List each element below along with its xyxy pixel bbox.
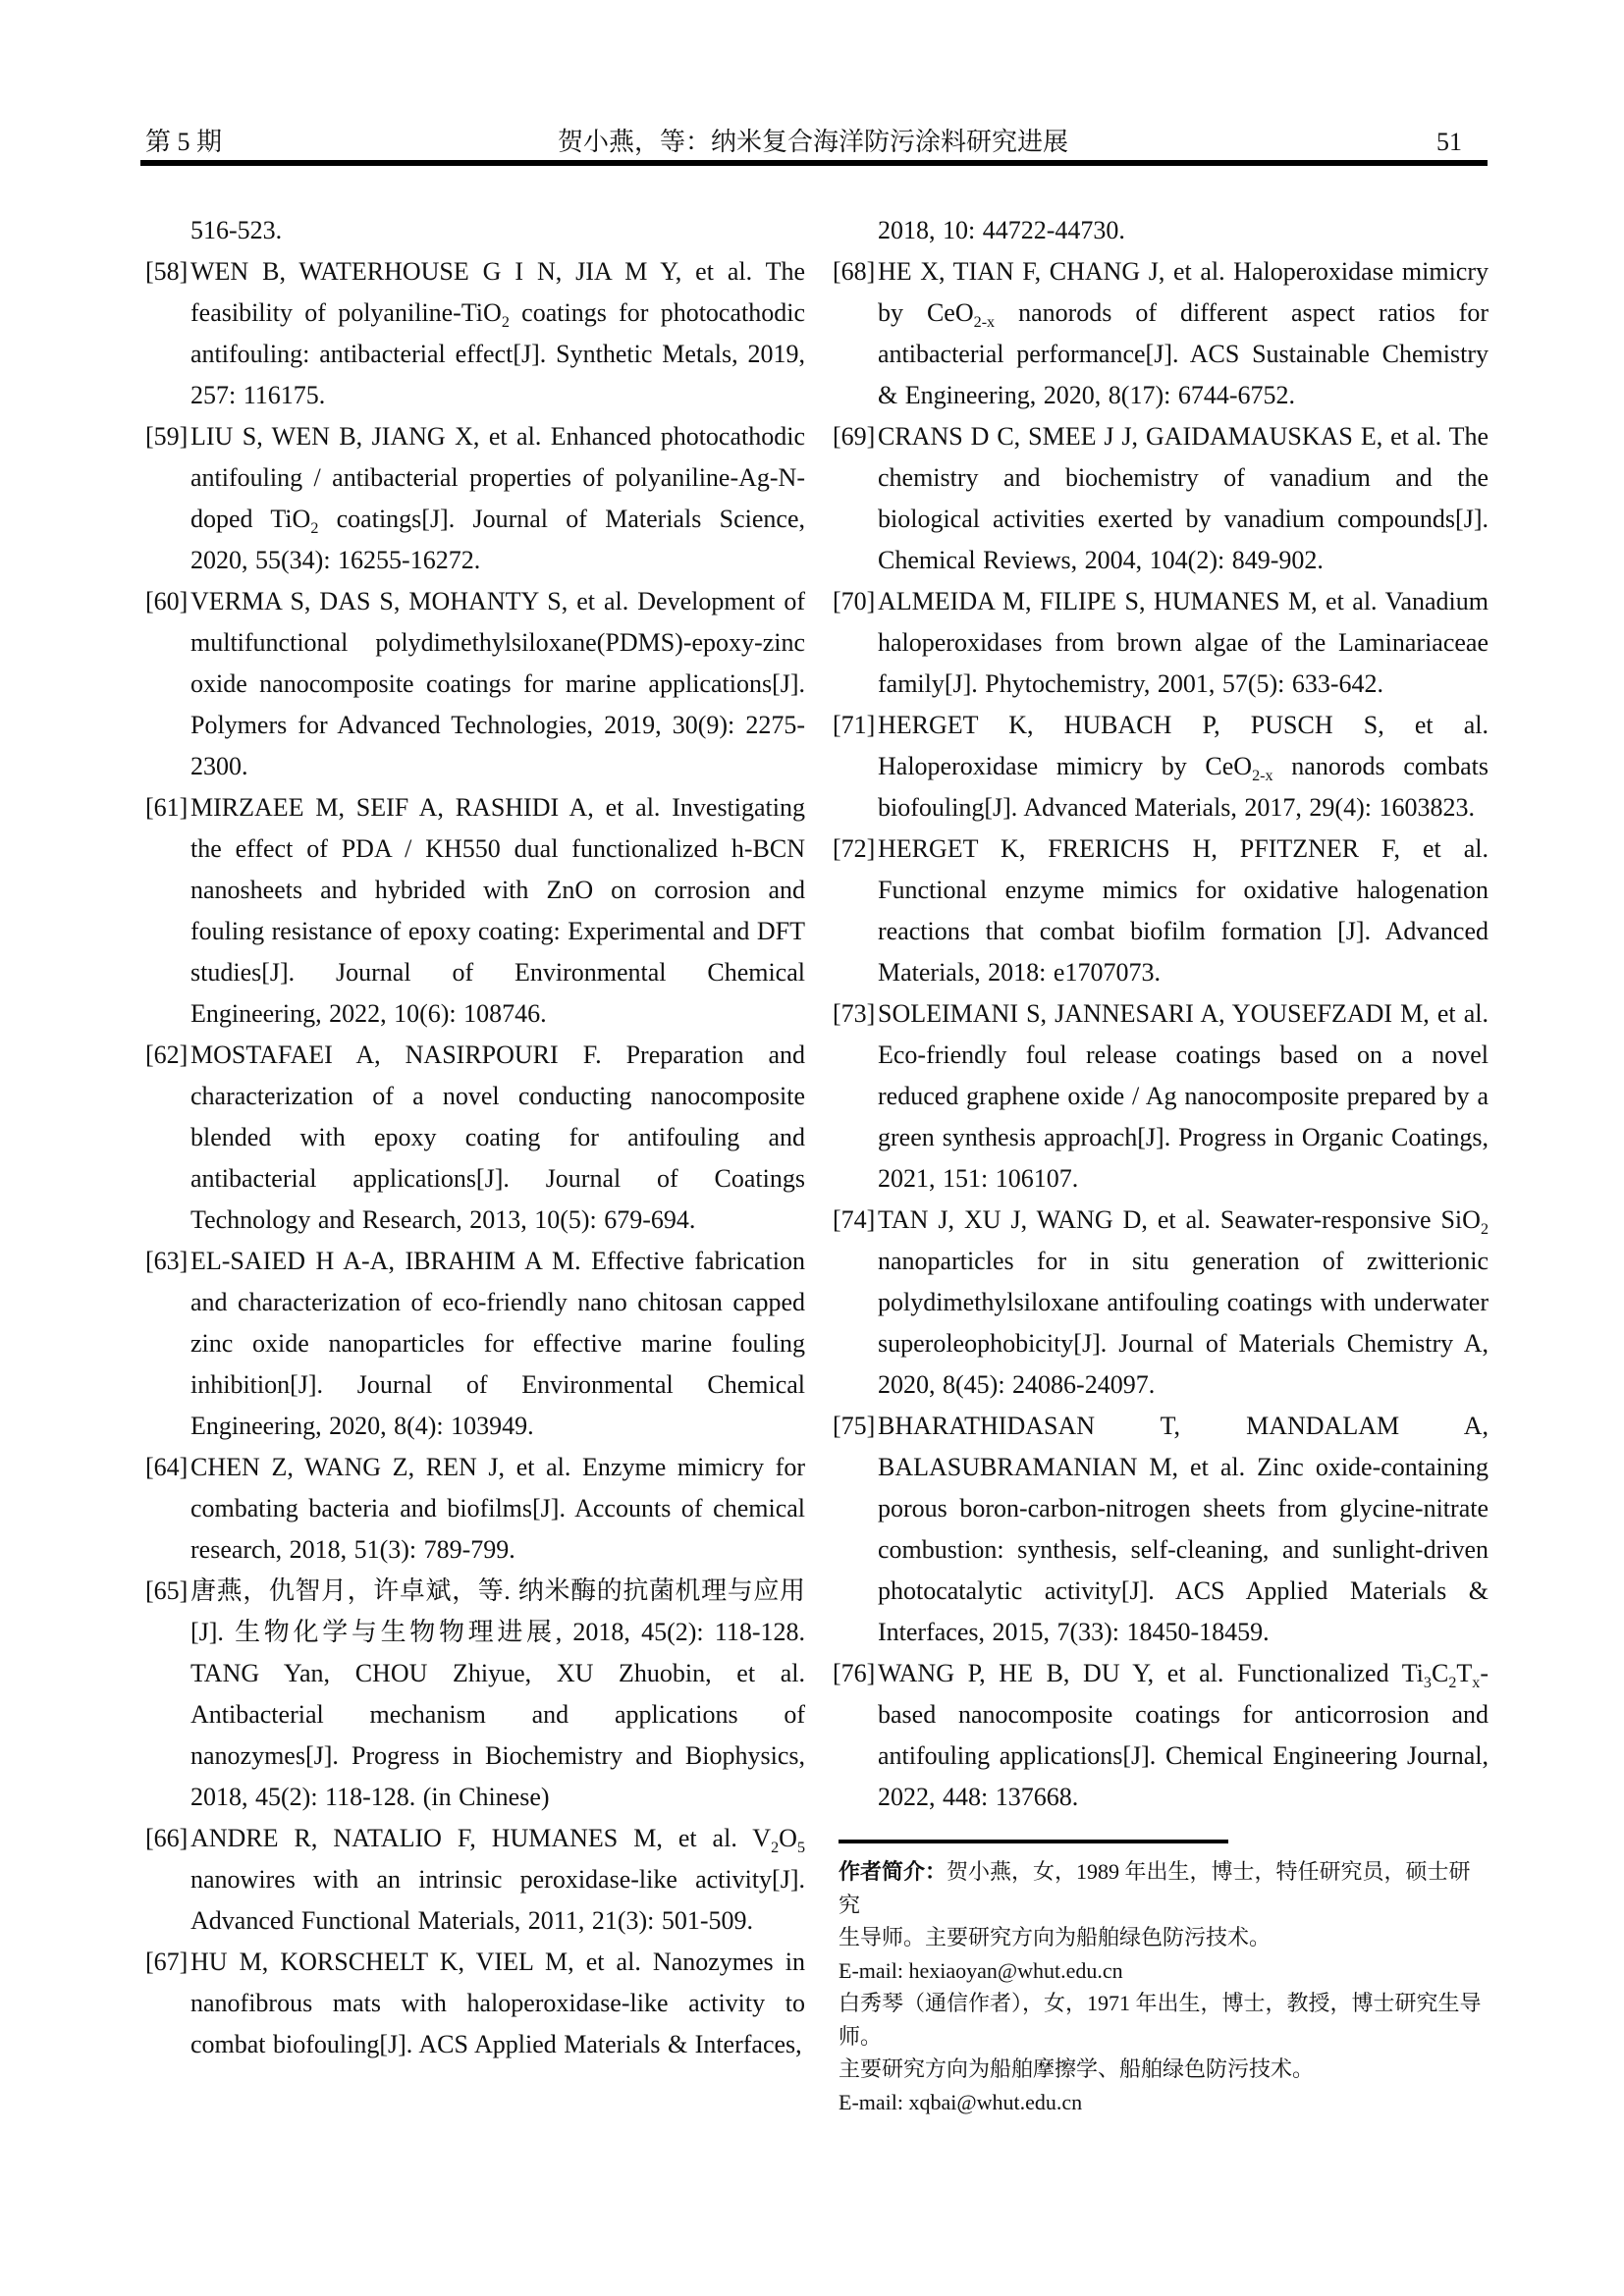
- reference-item: [833, 993, 1489, 1200]
- reference-item: [833, 1653, 1489, 1818]
- reference-text: CHEN Z, WANG Z, REN J, et al. Enzyme mimicry for combating bacteria and biofilms[J]. Accounts of chemical research, 2018, 51(3): 789-799.: [190, 1453, 805, 1564]
- reference-number: [67]: [145, 1948, 189, 1976]
- author-bio-line: [839, 1855, 1489, 1921]
- reference-text: HE X, TIAN F, CHANG J, et al. Haloperoxidase mimicry by CeO$_{2-x}$ nanorods of different aspect ratios for antibacterial performance[J]. ACS Sustainable Chemistry & Engineering, 2020, 8(17): 6744-6752.: [878, 257, 1489, 409]
- reference-text: 516-523.: [190, 216, 283, 244]
- reference-text: 2018, 10: 44722-44730.: [878, 216, 1125, 244]
- reference-number: [64]: [145, 1453, 189, 1481]
- reference-text: LIU S, WEN B, JIANG X, et al. Enhanced photocathodic antifouling / antibacterial properties of polyaniline-Ag-N-doped TiO$_2$ coatings[J]. Journal of Materials Science, 2020, 55(34): 16255-16272.: [190, 422, 805, 574]
- references-column-left: [145, 210, 805, 2065]
- references-column-right: [833, 210, 1489, 2118]
- reference-number: [62]: [145, 1041, 189, 1069]
- reference-text: MIRZAEE M, SEIF A, RASHIDI A, et al. Investigating the effect of PDA / KH550 dual functionalized h-BCN nanosheets and hybrided with ZnO on corrosion and fouling resistance of epoxy coating: Experimental and DFT studies[J]. Journal of Environmental Chemical Engineering, 2022, 10(6): 108746.: [190, 793, 805, 1028]
- reference-number: [71]: [833, 711, 876, 739]
- reference-text: HERGET K, HUBACH P, PUSCH S, et al. Haloperoxidase mimicry by CeO$_{2-x}$ nanorods combats biofouling[J]. Advanced Materials, 2017, 29(4): 1603823.: [878, 711, 1489, 822]
- reference-item: [145, 1241, 805, 1447]
- reference-text: VERMA S, DAS S, MOHANTY S, et al. Development of multifunctional polydimethylsiloxane(PDMS)-epoxy-zinc oxide nanocomposite coatings for marine applications[J]. Polymers for Advanced Technologies, 2019, 30(9): 2275-2300.: [190, 587, 805, 780]
- reference-item: [833, 1406, 1489, 1653]
- reference-item: [145, 1035, 805, 1241]
- reference-number: [75]: [833, 1412, 876, 1440]
- reference-number: [72]: [833, 834, 876, 863]
- reference-text: CRANS D C, SMEE J J, GAIDAMAUSKAS E, et al. The chemistry and biochemistry of vanadium and the biological activities exerted by vanadium compounds[J]. Chemical Reviews, 2004, 104(2): 849-902.: [878, 422, 1489, 574]
- reference-number: [59]: [145, 422, 189, 451]
- header-rule: [140, 160, 1488, 166]
- author-bio-label: 作者简介：: [839, 1859, 947, 1884]
- reference-text: HU M, KORSCHELT K, VIEL M, et al. Nanozymes in nanofibrous mats with haloperoxidase-like activity to combat biofouling[J]. ACS Applied Materials & Interfaces,: [190, 1948, 805, 2058]
- reference-item: [145, 210, 805, 251]
- author-bio-email: E-mail: xqbai@whut.edu.cn: [839, 2089, 1083, 2114]
- reference-text: MOSTAFAEI A, NASIRPOURI F. Preparation and characterization of a novel conducting nanocomposite blended with epoxy coating for antifouling and antibacterial applications[J]. Journal of Coatings Technology and Research, 2013, 10(5): 679-694.: [190, 1041, 805, 1234]
- reference-number: [73]: [833, 999, 876, 1028]
- author-bio-line: 主要研究方向为船舶摩擦学、船舶绿色防污技术。: [839, 2056, 1315, 2081]
- reference-number: [66]: [145, 1824, 189, 1852]
- page-header: [140, 126, 1486, 159]
- reference-item: [833, 210, 1489, 251]
- reference-item: [145, 1447, 805, 1571]
- reference-number: [69]: [833, 422, 876, 451]
- reference-number: [68]: [833, 257, 876, 286]
- reference-number: [60]: [145, 587, 189, 615]
- author-bio-email: E-mail: hexiaoyan@whut.edu.cn: [839, 1957, 1123, 1983]
- reference-number: [63]: [145, 1247, 189, 1275]
- reference-item: [833, 581, 1489, 705]
- reference-number: [61]: [145, 793, 189, 822]
- header-page-number: 51: [1436, 128, 1462, 156]
- reference-text: 唐燕，仇智月，许卓斌，等. 纳米酶的抗菌机理与应用[J]. 生物化学与生物物理进展, 2018, 45(2): 118-128. TANG Yan, CHOU Zhiyue, XU Zhuobin, et al. Antibacterial mechanism and applications of nanozymes[J]. Progress in Biochemistry and Biophysics, 2018, 45(2): 118-128. (in Chinese): [190, 1576, 805, 1811]
- reference-text: TAN J, XU J, WANG D, et al. Seawater-responsive SiO$_2$ nanoparticles for in situ generation of zwitterionic polydimethylsiloxane antifouling coatings with underwater superoleophobicity[J]. Journal of Materials Chemistry A, 2020, 8(45): 24086-24097.: [878, 1205, 1489, 1399]
- reference-number: [65]: [145, 1576, 189, 1605]
- reference-number: [74]: [833, 1205, 876, 1234]
- reference-item: [145, 1818, 805, 1942]
- reference-text: ANDRE R, NATALIO F, HUMANES M, et al. $V_2O_5$ nanowires with an intrinsic peroxidase-like activity[J]. Advanced Functional Materials, 2011, 21(3): 501-509.: [190, 1824, 805, 1935]
- reference-item: [833, 1200, 1489, 1406]
- author-bio-text: 贺小燕，女，1989 年出生，博士，特任研究员，硕士研究: [839, 1859, 1471, 1917]
- author-bio: [839, 1840, 1489, 2118]
- reference-item: [145, 251, 805, 416]
- reference-number: [833, 210, 878, 251]
- reference-text: BHARATHIDASAN T, MANDALAM A, BALASUBRAMANIAN M, et al. Zinc oxide-containing porous boron-carbon-nitrogen sheets from glycine-nitrate combustion: synthesis, self-cleaning, and sunlight-driven photocatalytic activity[J]. ACS Applied Materials & Interfaces, 2015, 7(33): 18450-18459.: [878, 1412, 1489, 1646]
- reference-item: [833, 828, 1489, 993]
- reference-item: [145, 1571, 805, 1818]
- reference-text: SOLEIMANI S, JANNESARI A, YOUSEFZADI M, et al. Eco-friendly foul release coatings based on a novel reduced graphene oxide / Ag nanocomposite prepared by a green synthesis approach[J]. Progress in Organic Coatings, 2021, 151: 106107.: [878, 999, 1489, 1193]
- reference-number: [76]: [833, 1659, 876, 1687]
- reference-text: HERGET K, FRERICHS H, PFITZNER F, et al. Functional enzyme mimics for oxidative halogenation reactions that combat biofilm formation [J]. Advanced Materials, 2018: e1707073.: [878, 834, 1489, 987]
- header-issue-label: 第 5 期: [145, 128, 223, 156]
- reference-item: [833, 705, 1489, 828]
- reference-number: [145, 210, 190, 251]
- references-list-right: [833, 210, 1489, 1818]
- author-bio-divider: [839, 1840, 1228, 1843]
- header-running-title: 贺小燕，等：纳米复合海洋防污涂料研究进展: [557, 128, 1069, 156]
- reference-item: [833, 416, 1489, 581]
- reference-text: WEN B, WATERHOUSE G I N, JIA M Y, et al. The feasibility of polyaniline-TiO$_2$ coatings for photocathodic antifouling: antibacterial effect[J]. Synthetic Metals, 2019, 257: 116175.: [190, 257, 805, 409]
- author-bio-line: 白秀琴（通信作者），女，1971 年出生，博士，教授，博士研究生导师。: [839, 1991, 1482, 2049]
- reference-item: [833, 251, 1489, 416]
- author-bio-line: 生导师。主要研究方向为船舶绿色防污技术。: [839, 1925, 1272, 1949]
- reference-item: [145, 787, 805, 1035]
- reference-number: [58]: [145, 257, 189, 286]
- reference-item: [145, 416, 805, 581]
- references-list-left: [145, 210, 805, 2065]
- reference-text: EL-SAIED H A-A, IBRAHIM A M. Effective fabrication and characterization of eco-friendly nano chitosan capped zinc oxide nanoparticles for effective marine fouling inhibition[J]. Journal of Environmental Chemical Engineering, 2020, 8(4): 103949.: [190, 1247, 805, 1440]
- reference-item: [145, 581, 805, 787]
- reference-item: [145, 1942, 805, 2065]
- reference-text: WANG P, HE B, DU Y, et al. Functionalized $Ti_3C_2T_x$-based nanocomposite coatings for anticorrosion and antifouling applications[J]. Chemical Engineering Journal, 2022, 448: 137668.: [878, 1659, 1489, 1811]
- reference-text: ALMEIDA M, FILIPE S, HUMANES M, et al. Vanadium haloperoxidases from brown algae of the Laminariaceae family[J]. Phytochemistry, 2001, 57(5): 633-642.: [878, 587, 1489, 698]
- reference-number: [70]: [833, 587, 876, 615]
